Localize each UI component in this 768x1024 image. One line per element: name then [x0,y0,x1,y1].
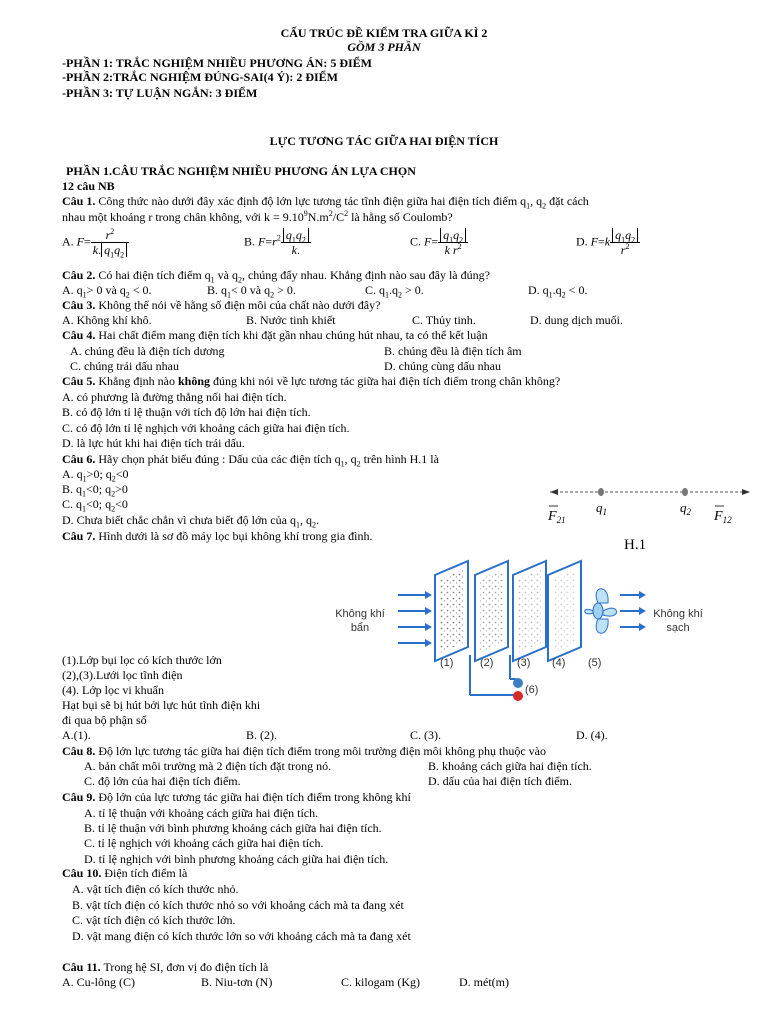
q7-stem [62,529,373,543]
q3-label: Câu 3. [62,298,96,312]
q8-option-b[interactable]: B. khoảng cách giữa hai điện tích. [428,759,592,773]
q3-option-a[interactable]: A. Không khí khô. [62,313,152,327]
q7-option-c[interactable]: C. (3). [410,728,441,742]
q6-text-b: trên hình H.1 là [360,452,439,466]
filter-panel-2 [475,561,508,661]
num-label-4: (4) [552,657,566,669]
filter-panel-4 [548,561,581,661]
q2-option-c[interactable]: C. $q_1.q_2 > 0$. [365,283,424,300]
q4-text: Hai chất điểm mang điện tích khi đặt gần nhau chúng hút nhau, ta có thể kết luận [95,328,488,342]
q8-label: Câu 8. [62,744,96,758]
q10-option-a[interactable]: A. vật tích điện có kích thước nhỏ. [72,882,239,896]
q3-option-b[interactable]: B. Nước tinh khiết [246,313,336,327]
q5-option-a[interactable]: A. có phương là đường thẳng nối hai điện tích. [62,390,287,404]
q1-line-1: Câu 1. Công thức nào dưới đây xác định độ lớn lực tương tác tĩnh điện giữa hai điện tích điểm $q_1$, $q_2$ đặt cách [62,194,589,211]
q10-option-c[interactable]: C. vật tích điện có kích thước lớn. [72,913,236,927]
q5-text-bold: không [178,374,211,388]
q1-text-5: là hằng số Coulomb? [348,210,453,224]
num-label-3: (3) [517,657,531,669]
q10-option-b[interactable]: B. vật tích điện có kích thước nhỏ so với khoảng cách mà ta đang xét [72,898,404,912]
q5-option-c[interactable]: C. có độ lớn tỉ lệ nghịch với khoảng cách giữa hai điện tích. [62,421,350,435]
q6-option-c[interactable]: C. $q_1<0$; $q_2<0$ [62,497,128,514]
q4-stem [62,328,488,342]
q3-option-d[interactable]: D. dung dịch muối. [530,313,623,327]
q8-stem [62,744,546,758]
q1-label: Câu 1. [62,194,96,208]
q4-option-b[interactable]: B. chúng đều là điện tích âm [384,344,522,358]
q4-option-a[interactable]: A. chúng đều là điện tích dương [70,344,225,358]
charge-q1-dot [598,488,604,496]
q6-option-d-label: D. Chưa biết chắc chắn vì chưa biết độ lớn của q [62,513,296,527]
q2-text-c: , chúng đẩy nhau. Khẳng định nào sau đây là đúng? [241,268,490,282]
q1-option-d-label: D. [576,234,588,249]
q6-option-b[interactable]: B. $q_1<0$; $q_2>0$ [62,482,128,499]
q9-option-c[interactable]: C. tỉ lệ nghịch với khoảng cách giữa hai điện tích. [84,836,324,850]
q7-option-b[interactable]: B. (2). [246,728,277,742]
label-q2: $q_2$ [680,500,691,517]
num-label-1: (1) [440,657,454,669]
q2-text-b: và q [214,268,238,282]
positive-terminal-icon [513,678,523,688]
section-title: PHẦN 1.CÂU TRẮC NGHIỆM NHIỀU PHƯƠNG ÁN LỰA CHỌN [66,164,416,178]
q9-option-b[interactable]: B. tỉ lệ thuận với bình phương khoảng cách giữa hai điện tích. [84,821,382,835]
q9-option-a[interactable]: A. tỉ lệ thuận với khoảng cách giữa hai điện tích. [84,806,319,820]
q7-legend-1: (1).Lớp bụi lọc có kích thước lớn [62,653,222,667]
dirty-air-label-1: Không khí [335,608,385,620]
q6-option-d[interactable]: D. Chưa biết chắc chắn vì chưa biết độ lớn của $q_1$, $q_2$. [62,513,319,530]
q2-option-d-label: D. q [528,283,549,297]
q10-option-d[interactable]: D. vật mang điện có kích thước lớn so với khoảng cách mà ta đang xét [72,929,411,943]
question-count: 12 câu NB [62,179,115,193]
q9-text: Độ lớn của lực tương tác giữa hai điện tích điểm trong không khí [95,790,411,804]
q7-option-a[interactable]: A.(1). [62,728,91,742]
h1-force-figure [540,478,760,528]
q1-option-a-label: A. [62,234,74,249]
label-f12: $F_{12}$ [714,509,732,525]
q1-line-2: nhau một khoảng r trong chân không, với $k = 9.10^9N.m^2/C^2$ là hằng số Coulomb? [62,209,453,224]
q2-text: Có hai điện tích điểm q [95,268,211,282]
q6-label: Câu 6. [62,452,96,466]
q3-option-c[interactable]: C. Thủy tinh. [412,313,476,327]
fan-icon [585,589,617,634]
arrow-right-icon [742,489,750,495]
label-f21: $F_{21}$ [548,509,566,525]
q3-stem [62,298,380,312]
doc-subtitle: GỒM 3 PHẦN [347,40,421,54]
q8-text: Độ lớn lực tương tác giữa hai điện tích điểm trong môi trường điện môi không phụ thuộc vào [95,744,546,758]
q6-option-a[interactable]: A. $q_1>0$; $q_2<0$ [62,467,129,484]
label-q1: $q_1$ [596,500,607,517]
clean-air-label-2: sạch [666,622,690,634]
filter-panel-3 [513,561,546,661]
q7-option-d[interactable]: D. (4). [576,728,608,742]
q2-option-a-label: A. q [62,283,83,297]
q10-stem [62,866,187,880]
incoming-air-arrows [398,591,432,647]
q11-stem [62,960,268,974]
h1-caption: H.1 [624,537,647,553]
part-line-1: -PHẦN 1: TRẮC NGHIỆM NHIỀU PHƯƠNG ÁN: 5 ĐIỂM [62,56,372,70]
q11-text: Trong hệ SI, đơn vị đo điện tích là [100,960,269,974]
q6-option-a-label: A. q [62,467,83,481]
q2-stem: Câu 2. Có hai điện tích điểm $q_1$ và $q_2$, chúng đẩy nhau. Khẳng định nào sau đây là đúng? [62,268,490,285]
q8-option-d[interactable]: D. dấu của hai điện tích điểm. [428,774,572,788]
q7-legend-2: (2),(3).Lưới lọc tĩnh điện [62,668,183,682]
q9-label: Câu 9. [62,790,96,804]
q1-option-a[interactable]: A. F= $\frac{r^2}{k. q_1q_2}$ [62,228,129,257]
q11-option-d[interactable]: D. mét(m) [459,975,509,989]
q1-option-b-label: B. [244,234,256,249]
q4-option-c[interactable]: C. chúng trái dấu nhau [70,359,179,373]
q7-legend-3: (4). Lớp lọc vi khuẩn [62,683,164,697]
q8-option-c[interactable]: C. độ lớn của hai điện tích điểm. [84,774,241,788]
q6-text: Hãy chọn phát biểu đúng : Dấu của các điện tích q [95,452,341,466]
q4-option-d[interactable]: D. chúng cùng dấu nhau [384,359,501,373]
q5-option-b[interactable]: B. có độ lớn tỉ lệ thuận với tích độ lớn hai điện tích. [62,405,311,419]
num-label-6: (6) [525,684,539,696]
q1-option-d[interactable]: D. F=k $\frac{q_1q_2}{r^2}$ [576,228,640,257]
air-filter-diagram [320,555,720,705]
q1-text-4: /C [332,210,345,224]
q2-label: Câu 2. [62,268,96,282]
q5-stem [62,374,560,388]
q3-text: Không thể nói về hằng số điện môi của chất nào dưới đây? [95,298,381,312]
q1-option-c[interactable]: C. F= $\frac{q_1q_2}{k r^2}$ [410,228,468,257]
q1-text-3: N.m [307,210,329,224]
q10-label: Câu 10. [62,866,102,880]
part-line-2: -PHẦN 2:TRẮC NGHIỆM ĐÚNG-SAI(4 Ý): 2 ĐIỂM [62,70,338,84]
q4-label: Câu 4. [62,328,96,342]
charge-q2-dot [682,488,688,496]
q2-option-c-label: C. q [365,283,386,297]
q11-option-b[interactable]: B. Niu-tơn (N) [201,975,273,989]
q1-text-1: Công thức nào dưới đây xác định độ lớn lực tương tác tĩnh điện giữa hai điện tích điểm q [95,194,527,208]
arrow-left-icon [550,489,558,495]
doc-title: CẤU TRÚC ĐỀ KIỂM TRA GIỮA KÌ 2 [280,26,488,40]
q7-legend-5: đi qua bộ phận số [62,713,147,727]
num-label-5: (5) [588,657,602,669]
q5-text-a: Khẳng định nào [95,374,178,388]
q1-option-c-label: C. [410,234,422,249]
q9-stem [62,790,411,804]
q7-legend-4: Hạt bụi sẽ bị hút bởi lực hút tĩnh điện khi [62,698,261,712]
filter-panel-1 [435,561,468,661]
q7-label: Câu 7. [62,529,96,543]
negative-terminal-icon [513,691,523,701]
q10-text: Điện tích điểm là [101,866,188,880]
q5-label: Câu 5. [62,374,96,388]
q8-option-a[interactable]: A. bản chất môi trường mà 2 điện tích đặt trong nó. [84,759,332,773]
q6-option-b-label: B. q [62,482,83,496]
clean-air-label-1: Không khí [653,608,703,620]
q11-label: Câu 11. [62,960,101,974]
q6-stem: Câu 6. Hãy chọn phát biểu đúng : Dấu của các điện tích $q_1$, $q_2$ trên hình H.1 là [62,452,439,469]
q2-option-b[interactable]: B. $q_1< 0$ và $q_2 > 0$. [207,283,296,300]
q2-option-a[interactable]: A. $q_1> 0$ và $q_2 < 0$. [62,283,152,300]
part-line-3: -PHẦN 3: TỰ LUẬN NGẮN: 3 ĐIỂM [62,86,258,100]
q6-option-c-label: C. q [62,497,83,511]
q7-text: Hình dưới là sơ đồ máy lọc bụi không khí trong gia đình. [95,529,373,543]
q9-option-d[interactable]: D. tỉ lệ nghịch với bình phương khoảng cách giữa hai điện tích. [84,852,389,866]
dirty-air-label-2: bẩn [350,622,370,634]
q2-option-b-label: B. q [207,283,228,297]
q1-option-b[interactable]: B. $F=r^2$ $\frac{q_1q_2}{k.}$ [244,228,311,257]
q11-option-a[interactable]: A. Cu-lông (C) [62,975,135,989]
outgoing-air-arrows [620,591,646,631]
q5-option-d[interactable]: D. là lực hút khi hai điện tích trái dấu. [62,436,245,450]
q2-option-d[interactable]: D. $q_1.q_2 < 0$. [528,283,588,300]
q1-text-2: nhau một khoảng r trong chân không, với k = 9.10 [62,210,304,224]
q11-option-c[interactable]: C. kilogam (Kg) [341,975,420,989]
q5-text-b: đúng khi nói về lực tương tác giữa hai điện tích điểm trong chân không? [210,374,561,388]
num-label-2: (2) [480,657,494,669]
topic-title: LỰC TƯƠNG TÁC GIỮA HAI ĐIỆN TÍCH [269,134,499,148]
